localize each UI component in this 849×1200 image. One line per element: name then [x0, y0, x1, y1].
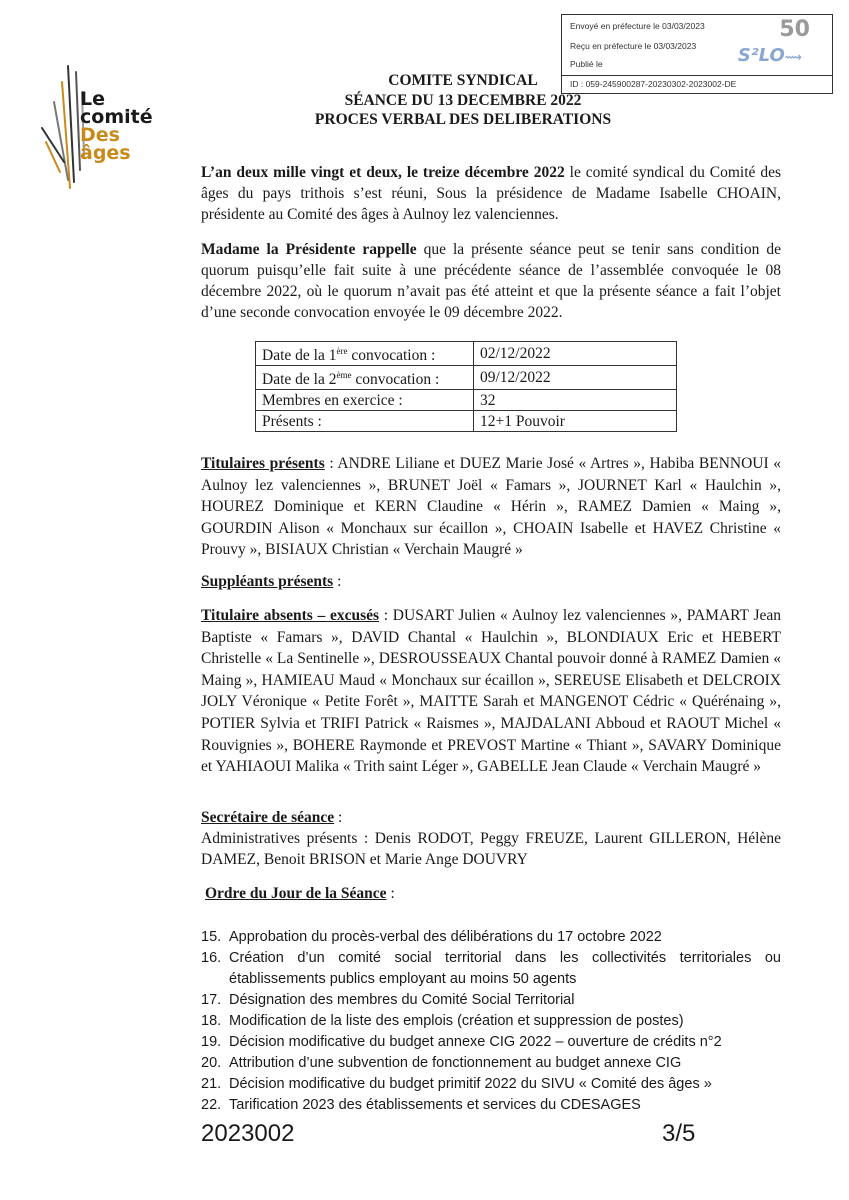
ordre-label: Ordre du Jour de la Séance [205, 885, 387, 902]
item-text: Décision modificative du budget annexe CIG 2022 – ouverture de crédits n°2 [229, 1034, 722, 1050]
stamp-number: 50 [779, 17, 810, 42]
secretaire-colon: : [334, 809, 343, 826]
table-cell-label: Date de la 2ème convocation : [256, 366, 474, 390]
item-text: Attribution d’une subvention de fonctionnement au budget annexe CIG [229, 1055, 682, 1071]
item-text: Modification de la liste des emplois (création et suppression de postes) [229, 1013, 684, 1029]
stamp-received: Reçu en préfecture le 03/03/2023 [570, 41, 697, 51]
titulaires-presents-label: Titulaires présents [201, 455, 325, 472]
list-item [201, 1053, 781, 1074]
suppleants-text: : [333, 573, 342, 590]
logo-word-comite: comité [80, 106, 153, 128]
secretaire-label: Secrétaire de séance [201, 809, 335, 826]
item-text: Création d’un comité social territorial dans les collectivités territoriales ou établissements publics employant au moins 50 agents [229, 950, 781, 987]
stamp-sent: Envoyé en préfecture le 03/03/2023 [570, 21, 705, 31]
titulaires-presents-text: : ANDRE Liliane et DUEZ Marie José « Artres », Habiba BENNOUI « Aulnoy lez valenciennes », BRUNET Joël « Famars », JOURNET Karl « Haulchin », HOUREZ Dominique et KERN Claudine « Hérin », RAMEZ Damien « Maing », GOURDIN Alison « Monchaux sur écaillon », CHOAIN Isabelle et HAVEZ Christine « Prouvy », BISIAUX Christian « Verchain Maugré » [201, 455, 781, 558]
item-number: 21. [201, 1076, 222, 1092]
item-number: 19. [201, 1034, 222, 1050]
list-item [201, 1074, 781, 1095]
rappel-lead: Madame la Présidente rappelle [201, 241, 417, 258]
item-number: 20. [201, 1055, 222, 1071]
suppleants-presents [201, 571, 781, 592]
footer-reference: 2023002 [201, 1120, 295, 1147]
item-number: 22. [201, 1097, 222, 1113]
absents-text: : DUSART Julien « Aulnoy lez valenciennes », PAMART Jean Baptiste « Famars », DAVID Chantal « Haulchin », BLONDIAUX Eric et HEBERT Christelle « La Sentinelle », DESROUSSEAUX Chantal pouvoir donné à RAMEZ Damien « Maing », HAMIEAU Maud « Monchaux sur écaillon », SEREUSE Elisabeth et DELCROIX JOLY Véronique « Petite Forêt », MAITTE Sarah et MANGENOT Cédric « Quérénaing », POTIER Sylvia et TRIFI Patrick « Raismes », MAJDALANI Abboud et RAOUT Michel « Rouvignies », BOHERE Raymonde et PREVOST Martine « Thiant », SAVARY Dominique et YAHIAOUI Malika « Trith saint Léger », GABELLE Jean Claude « Verchain Maugré » [201, 607, 781, 776]
table-row [256, 342, 677, 366]
header-session: SÉANCE DU 13 DECEMBRE 2022 [344, 92, 582, 109]
ordre-du-jour-heading [205, 883, 785, 904]
table-cell-label: Date de la 1ère convocation : [256, 342, 474, 366]
suppleants-label: Suppléants présents [201, 573, 334, 590]
ordre-du-jour-list [201, 927, 781, 1116]
header-title: COMITE SYNDICAL [388, 72, 538, 89]
intro-paragraph [201, 162, 781, 225]
item-number: 18. [201, 1013, 222, 1029]
s2low-text: S²LO [737, 45, 785, 66]
item-text: Décision modificative du budget primitif 2022 du SIVU « Comité des âges » [229, 1076, 712, 1092]
rappel-paragraph [201, 239, 781, 323]
intro-lead: L’an deux mille vingt et deux, le treize décembre 2022 [201, 164, 565, 181]
logo-word-des: Des [80, 124, 120, 146]
item-text: Tarification 2023 des établissements et services du CDESAGES [229, 1097, 641, 1113]
titulaires-absents [201, 605, 781, 778]
list-item [201, 948, 781, 990]
intro-rest: le comité syndical du Comité des âges du pays trithois s’est réuni, Sous la présidence de Madame Isabelle CHOAIN, présidente au Comité des âges à Aulnoy lez valenciennes. [201, 164, 781, 223]
titulaires-presents [201, 453, 781, 561]
item-number: 15. [201, 929, 222, 945]
table-cell-value: 09/12/2022 [474, 366, 677, 390]
stamp-published: Publié le [570, 59, 603, 69]
stamp-id: ID : 059-245900287-20230302-2023002-DE [570, 79, 737, 89]
item-number: 17. [201, 992, 222, 1008]
table-row [256, 366, 677, 390]
ordre-colon: : [386, 885, 395, 902]
convocation-table [255, 341, 677, 432]
table-cell-value: 02/12/2022 [474, 342, 677, 366]
table-cell-label: Présents : [256, 411, 474, 432]
logo-word-le: Le [80, 88, 105, 110]
list-item [201, 927, 781, 948]
absents-label: Titulaire absents – excusés [201, 607, 380, 624]
table-row [256, 411, 677, 432]
list-item [201, 1011, 781, 1032]
list-item [201, 1095, 781, 1116]
list-item [201, 1032, 781, 1053]
item-number: 16. [201, 950, 222, 966]
item-text: Désignation des membres du Comité Social Territorial [229, 992, 575, 1008]
table-cell-label: Membres en exercice : [256, 390, 474, 411]
footer-page-number: 3/5 [662, 1120, 696, 1147]
rappel-rest: que la présente séance peut se tenir sans condition de quorum puisqu’elle fait suite à une précédente séance de l’assemblée convoquée le 08 décembre 2022, où le quorum n’avait pas été atteint et que la présente séance a fait l’objet d’une seconde convocation envoyée le 09 décembre 2022. [201, 241, 781, 321]
s2low-logo: S²LO⟿ [737, 45, 802, 66]
header-pv: PROCES VERBAL DES DELIBERATIONS [314, 111, 612, 128]
secretaire-seance [201, 807, 781, 870]
table-cell-value: 12+1 Pouvoir [474, 411, 677, 432]
logo-word-ages: âges [80, 142, 131, 164]
item-text: Approbation du procès-verbal des délibérations du 17 octobre 2022 [229, 929, 662, 945]
list-item [201, 990, 781, 1011]
table-cell-value: 32 [474, 390, 677, 411]
logo-line-4 [80, 144, 131, 162]
table-row [256, 390, 677, 411]
secretaire-text: Administratives présents : Denis RODOT, Peggy FREUZE, Laurent GILLERON, Hélène DAMEZ, Benoit BRISON et Marie Ange DOUVRY [201, 830, 781, 868]
comite-des-ages-logo [38, 62, 188, 192]
